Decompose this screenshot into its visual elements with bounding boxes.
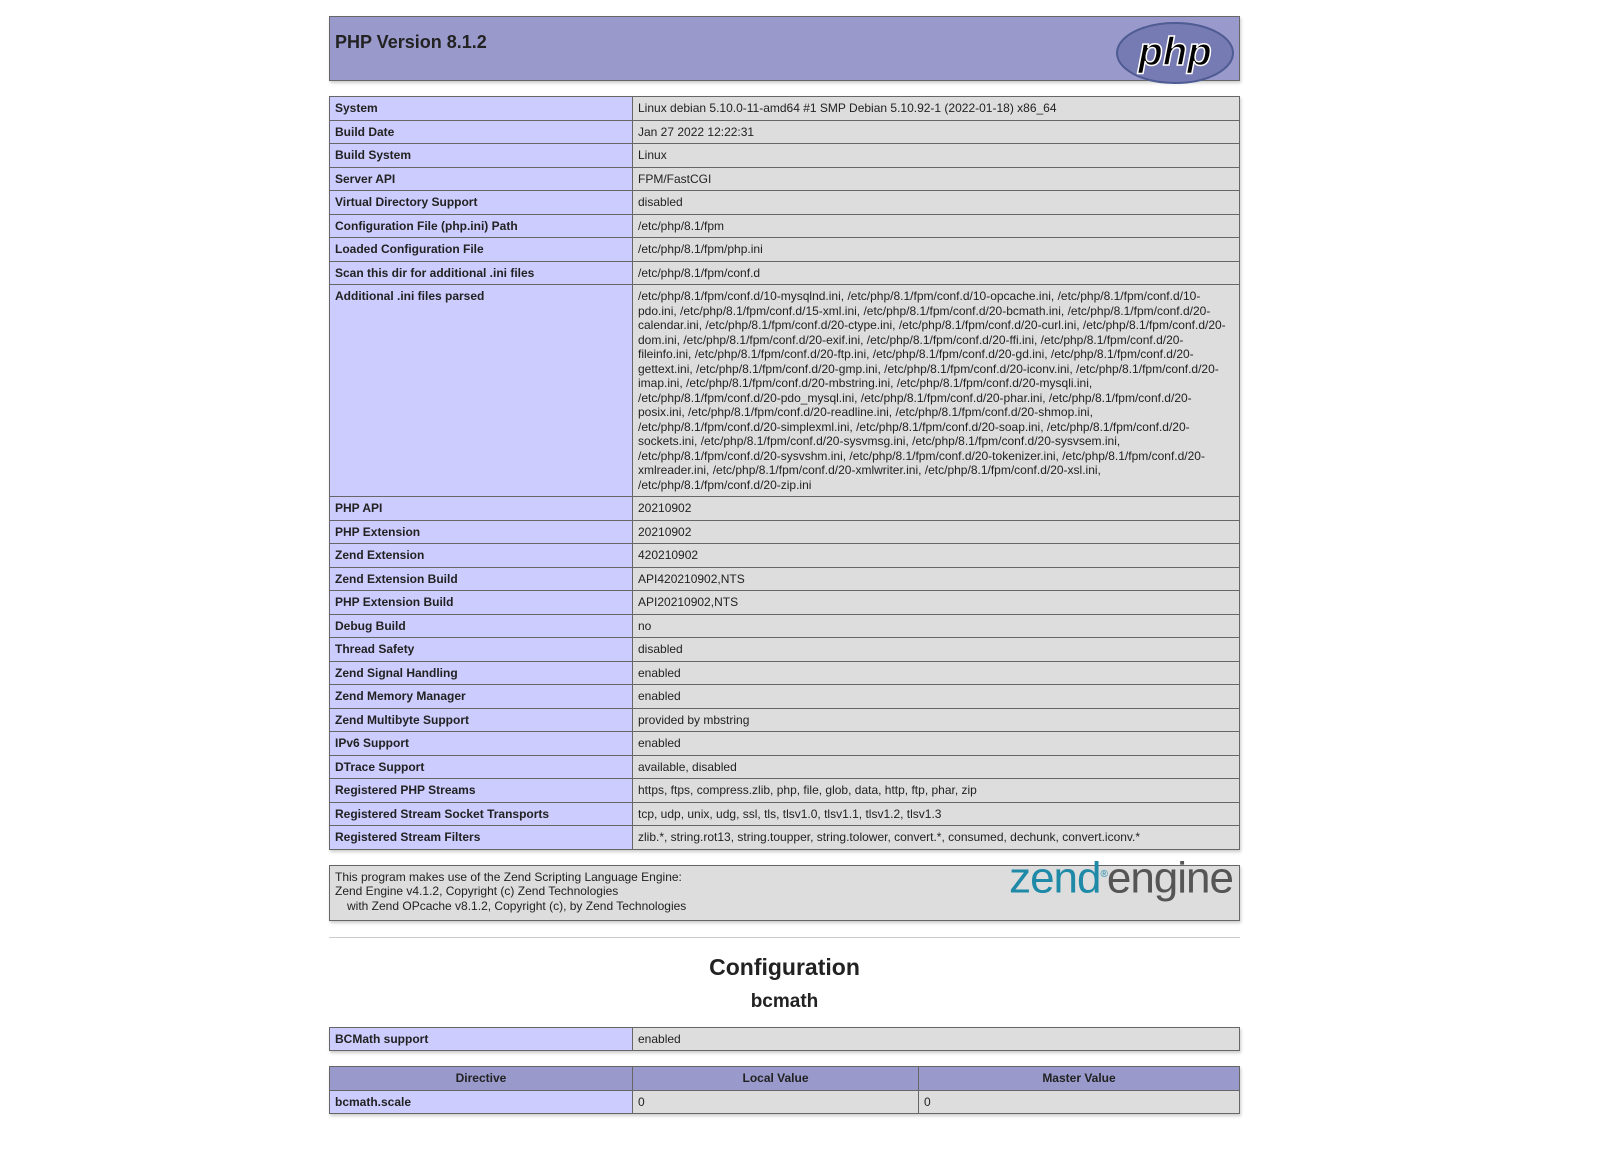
info-key: Debug Build	[330, 614, 633, 638]
info-key: Additional .ini files parsed	[330, 285, 633, 497]
info-key: Thread Safety	[330, 638, 633, 662]
page-title: PHP Version 8.1.2	[335, 32, 487, 52]
directive-table	[329, 1066, 1240, 1114]
info-key: Zend Extension Build	[330, 567, 633, 591]
info-value: FPM/FastCGI	[633, 167, 1240, 191]
info-key: Registered Stream Filters	[330, 826, 633, 850]
info-value: Jan 27 2022 12:22:31	[633, 120, 1240, 144]
info-key: System	[330, 97, 633, 121]
directive-row	[330, 1090, 1240, 1114]
info-row	[330, 732, 1240, 756]
info-key: Configuration File (php.ini) Path	[330, 214, 633, 238]
info-value: provided by mbstring	[633, 708, 1240, 732]
info-value: disabled	[633, 191, 1240, 215]
info-row	[330, 214, 1240, 238]
info-row	[330, 191, 1240, 215]
info-key: DTrace Support	[330, 755, 633, 779]
info-key: Zend Extension	[330, 544, 633, 568]
info-value: enabled	[633, 732, 1240, 756]
zend-line-2: Zend Engine v4.1.2, Copyright (c) Zend Technologies	[335, 884, 619, 898]
info-value: no	[633, 614, 1240, 638]
info-row	[330, 497, 1240, 521]
zend-engine-logo[interactable]: zend®engine	[1009, 853, 1233, 903]
header-local-value: Local Value	[633, 1067, 919, 1091]
phpinfo-page	[329, 0, 1240, 1114]
info-key: Build Date	[330, 120, 633, 144]
header-master-value: Master Value	[919, 1067, 1240, 1091]
info-row	[330, 685, 1240, 709]
zend-line-1: This program makes use of the Zend Scripting Language Engine:	[335, 869, 682, 884]
info-key: Registered Stream Socket Transports	[330, 802, 633, 826]
info-key: Zend Signal Handling	[330, 661, 633, 685]
info-value: /etc/php/8.1/fpm/php.ini	[633, 238, 1240, 262]
info-row	[330, 755, 1240, 779]
info-row	[330, 238, 1240, 262]
info-value: API420210902,NTS	[633, 567, 1240, 591]
info-row	[330, 708, 1240, 732]
info-key: Zend Memory Manager	[330, 685, 633, 709]
info-value: tcp, udp, unix, udg, ssl, tls, tlsv1.0, tlsv1.1, tlsv1.2, tlsv1.3	[633, 802, 1240, 826]
info-row	[330, 520, 1240, 544]
info-row	[330, 591, 1240, 615]
info-key: Server API	[330, 167, 633, 191]
zend-line-3: with Zend OPcache v8.1.2, Copyright (c), by Zend Technologies	[347, 898, 687, 913]
info-key: PHP Extension	[330, 520, 633, 544]
bcmath-support-table	[329, 1027, 1240, 1052]
header-directive: Directive	[330, 1067, 633, 1091]
configuration-heading: Configuration	[709, 953, 860, 980]
directive-master: 0	[919, 1090, 1240, 1114]
header-table	[329, 16, 1240, 81]
info-row	[330, 567, 1240, 591]
info-row	[330, 120, 1240, 144]
info-value: disabled	[633, 638, 1240, 662]
info-table	[329, 96, 1240, 850]
support-key: BCMath support	[330, 1027, 633, 1051]
info-value: https, ftps, compress.zlib, php, file, glob, data, http, ftp, phar, zip	[633, 779, 1240, 803]
info-key: Build System	[330, 144, 633, 168]
info-key: PHP Extension Build	[330, 591, 633, 615]
info-row	[330, 167, 1240, 191]
info-value: API20210902,NTS	[633, 591, 1240, 615]
info-key: Scan this dir for additional .ini files	[330, 261, 633, 285]
info-key: Zend Multibyte Support	[330, 708, 633, 732]
info-value: enabled	[633, 685, 1240, 709]
info-row	[330, 285, 1240, 497]
info-value: /etc/php/8.1/fpm	[633, 214, 1240, 238]
info-value: Linux debian 5.10.0-11-amd64 #1 SMP Debian 5.10.92-1 (2022-01-18) x86_64	[633, 97, 1240, 121]
info-value: /etc/php/8.1/fpm/conf.d/10-mysqlnd.ini, /etc/php/8.1/fpm/conf.d/10-opcache.ini, /etc/php/8.1/fpm/conf.d/10-pdo.ini, /etc/php/8.1/fpm/conf.d/15-xml.ini, /etc/php/8.1/fpm/conf.d/20-bcmath.ini, /etc/php/8.1/fpm/conf.d/20-calendar.ini, /etc/php/8.1/fpm/conf.d/20-ctype.ini, /etc/php/8.1/fpm/conf.d/20-curl.ini, /etc/php/8.1/fpm/conf.d/20-dom.ini, /etc/php/8.1/fpm/conf.d/20-exif.ini, /etc/php/8.1/fpm/conf.d/20-ffi.ini, /etc/php/8.1/fpm/conf.d/20-fileinfo.ini, /etc/php/8.1/fpm/conf.d/20-ftp.ini, /etc/php/8.1/fpm/conf.d/20-gd.ini, /etc/php/8.1/fpm/conf.d/20-gettext.ini, /etc/php/8.1/fpm/conf.d/20-gmp.ini, /etc/php/8.1/fpm/conf.d/20-iconv.ini, /etc/php/8.1/fpm/conf.d/20-imap.ini, /etc/php/8.1/fpm/conf.d/20-mbstring.ini, /etc/php/8.1/fpm/conf.d/20-mysqli.ini, /etc/php/8.1/fpm/conf.d/20-pdo_mysql.ini, /etc/php/8.1/fpm/conf.d/20-phar.ini, /etc/php/8.1/fpm/conf.d/20-posix.ini, /etc/php/8.1/fpm/conf.d/20-readline.ini, /etc/php/8.1/fpm/conf.d/20-shmop.ini, /etc/php/8.1/fpm/conf.d/20-simplexml.ini, /etc/php/8.1/fpm/conf.d/20-soap.ini, /etc/php/8.1/fpm/conf.d/20-sockets.ini, /etc/php/8.1/fpm/conf.d/20-sysvmsg.ini, /etc/php/8.1/fpm/conf.d/20-sysvsem.ini, /etc/php/8.1/fpm/conf.d/20-sysvshm.ini, /etc/php/8.1/fpm/conf.d/20-tokenizer.ini, /etc/php/8.1/fpm/conf.d/20-xmlreader.ini, /etc/php/8.1/fpm/conf.d/20-xmlwriter.ini, /etc/php/8.1/fpm/conf.d/20-xsl.ini, /etc/php/8.1/fpm/conf.d/20-zip.ini	[633, 285, 1240, 497]
info-value: zlib.*, string.rot13, string.toupper, string.tolower, convert.*, consumed, dechunk, convert.iconv.*	[633, 826, 1240, 850]
info-row	[330, 661, 1240, 685]
directive-local: 0	[633, 1090, 919, 1114]
info-row	[330, 144, 1240, 168]
info-value: 20210902	[633, 520, 1240, 544]
info-value: 420210902	[633, 544, 1240, 568]
info-value: enabled	[633, 661, 1240, 685]
info-key: IPv6 Support	[330, 732, 633, 756]
info-key: PHP API	[330, 497, 633, 521]
directive-name: bcmath.scale	[330, 1090, 633, 1114]
info-value: available, disabled	[633, 755, 1240, 779]
info-value: Linux	[633, 144, 1240, 168]
info-key: Loaded Configuration File	[330, 238, 633, 262]
support-value: enabled	[633, 1027, 1240, 1051]
info-row	[330, 779, 1240, 803]
info-key: Registered PHP Streams	[330, 779, 633, 803]
php-logo[interactable]	[1115, 21, 1235, 89]
divider	[329, 937, 1240, 938]
module-heading-bcmath: bcmath	[750, 990, 819, 1012]
info-row	[330, 97, 1240, 121]
info-row	[330, 261, 1240, 285]
zend-logo-text: zend	[1009, 853, 1101, 903]
info-row	[330, 544, 1240, 568]
engine-logo-text: engine	[1106, 853, 1233, 903]
info-row	[330, 802, 1240, 826]
info-value: /etc/php/8.1/fpm/conf.d	[633, 261, 1240, 285]
info-key: Virtual Directory Support	[330, 191, 633, 215]
php-logo-text: php	[1138, 30, 1212, 74]
info-value: 20210902	[633, 497, 1240, 521]
info-row	[330, 826, 1240, 850]
info-row	[330, 614, 1240, 638]
zend-table	[329, 853, 1240, 921]
directive-header-row	[330, 1067, 1240, 1091]
info-row	[330, 638, 1240, 662]
